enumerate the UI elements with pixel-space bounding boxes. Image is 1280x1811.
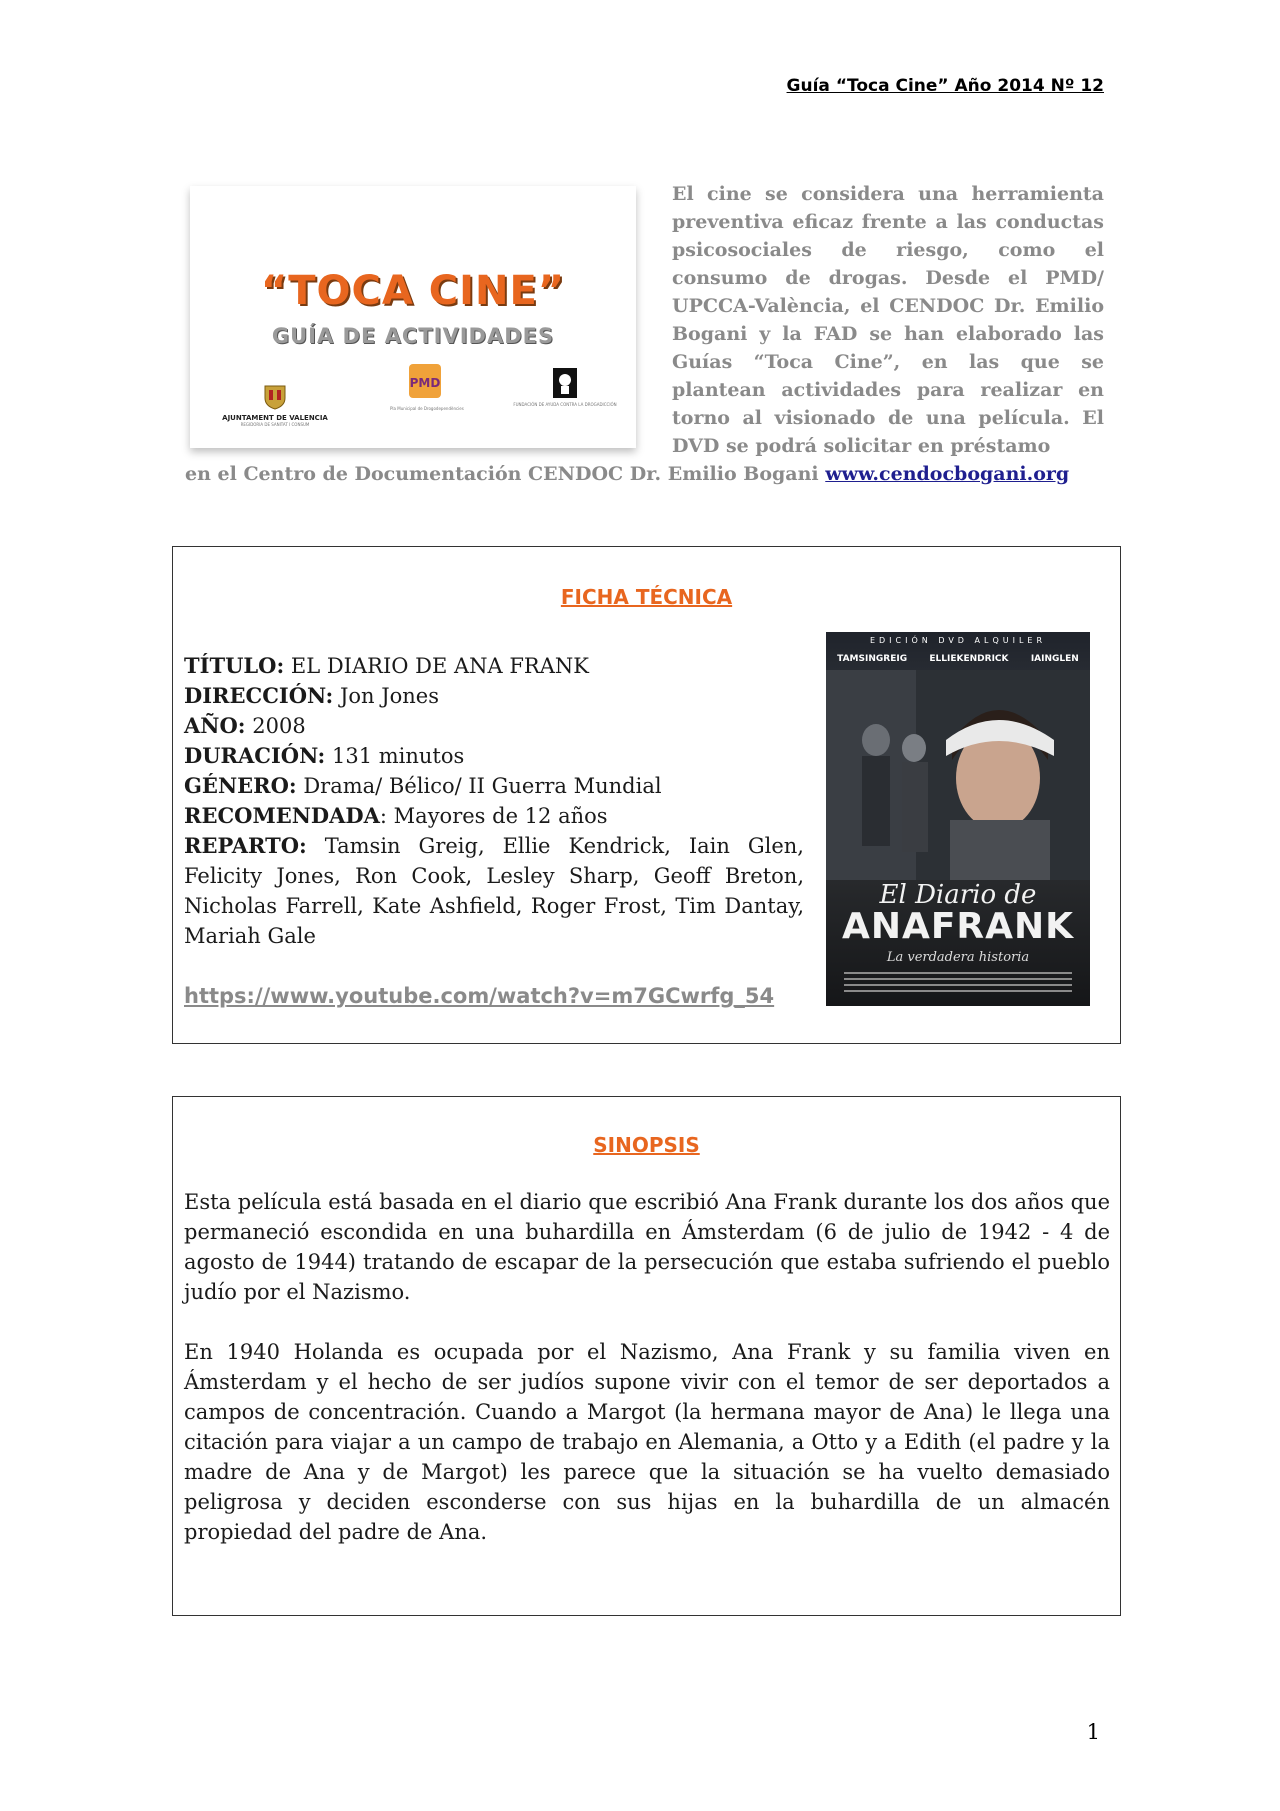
svg-text:PMD: PMD — [409, 376, 441, 390]
fad-logo — [510, 368, 620, 407]
ficha-row-duracion — [184, 741, 804, 771]
banner-subtitle: GUÍA DE ACTIVIDADES — [271, 324, 555, 348]
ficha-value: Jon Jones — [339, 684, 439, 708]
intro-paragraph: El cine se considera una herramienta preventiva eficaz frente a las conductas psicosociales de riesgo, como el consumo de drogas. Desde el PMD/ UPCCA-València, el CENDOC Dr. Emilio Bogani y la FAD se han elaborado las Guías “Toca Cine”, en las que se plantean actividades para realizar en torno al visionado de una película. El DVD se podrá solicitar en préstamo — [672, 183, 1104, 457]
ficha-row-recomendada — [184, 801, 804, 831]
poster-cast-name: IAINGLEN — [1030, 654, 1079, 664]
ajuntament-name: AJUNTAMENT DE VALENCIA — [222, 414, 328, 422]
toca-cine-banner — [190, 186, 636, 448]
poster-cast — [826, 654, 1090, 664]
banner-title: “TOCA CINE” — [260, 268, 566, 314]
reparto-value: Tamsin Greig, Ellie Kendrick, Iain Glen, Felicity Jones, Ron Cook, Lesley Sharp, Geoff Breton, Nicholas Farrell, Kate Ashfield, Roger Frost, Tim Dantay, Mariah Gale — [184, 834, 804, 948]
ficha-value: 2008 — [252, 714, 306, 738]
ficha-label: DIRECCIÓN: — [184, 683, 334, 708]
sinopsis-heading: SINOPSIS — [593, 1133, 700, 1157]
ficha-heading: FICHA TÉCNICA — [560, 585, 733, 609]
intro-tail-text: en el Centro de Documentación CENDOC Dr. Emilio Bogani — [185, 463, 819, 485]
reparto-label: REPARTO: — [184, 833, 307, 858]
ficha-row-reparto — [184, 831, 804, 951]
ficha-row-direccion — [184, 681, 804, 711]
ficha-label: GÉNERO: — [184, 773, 297, 798]
ficha-label: AÑO: — [184, 713, 246, 738]
cendoc-link[interactable]: www.cendocbogani.org — [825, 463, 1070, 485]
poster-credits — [844, 972, 1072, 996]
intro-tail — [185, 460, 1105, 488]
poster-edition: EDICIÓN DVD ALQUILER — [869, 636, 1047, 645]
running-head: Guía “Toca Cine” Año 2014 Nº 12 — [786, 76, 1104, 96]
credit-line — [844, 984, 1072, 986]
sinopsis-text — [184, 1187, 1110, 1547]
ficha-list — [184, 651, 804, 951]
ajuntament-sub: REGIDORIA DE SANITAT I CONSUM — [240, 422, 310, 427]
pmd-logo — [390, 362, 464, 411]
ficha-value: Drama/ Bélico/ II Guerra Mundial — [303, 774, 662, 798]
movie-poster — [826, 632, 1090, 1006]
fad-mark-icon — [553, 368, 577, 398]
credit-line — [844, 972, 1072, 974]
sinopsis-paragraph: En 1940 Holanda es ocupada por el Nazismo, Ana Frank y su familia viven en Ámsterdam y el hecho de ser judíos supone vivir con el temor de ser deportados a campos de concentración. Cuando a Margot (la hermana mayor de Ana) le llega una citación para viajar a un campo de trabajo en Alemania, a Otto y a Edith (el padre y la madre de Ana y de Margot) les parece que la situación se ha vuelto demasiado peligrosa y deciden esconderse con sus hijas en la buhardilla de un almacén propiedad del padre de Ana. — [184, 1340, 1110, 1544]
ficha-label: DURACIÓN: — [184, 743, 326, 768]
credit-line — [844, 990, 1072, 992]
page-number: 1 — [1086, 1720, 1100, 1744]
ajuntament-logo — [210, 384, 340, 427]
poster-script-title: El Diario de — [879, 880, 1037, 910]
ficha-value: EL DIARIO DE ANA FRANK — [290, 654, 589, 678]
poster-tagline: La verdadera historia — [886, 950, 1030, 965]
ficha-value: : Mayores de 12 años — [379, 804, 608, 828]
ficha-value: 131 minutos — [332, 744, 465, 768]
ficha-row-titulo — [184, 651, 804, 681]
ficha-row-genero — [184, 771, 804, 801]
ficha-label: RECOMENDADA — [184, 803, 380, 828]
pmd-mark-icon — [407, 362, 443, 402]
credit-line — [844, 978, 1072, 980]
pmd-sub: Pla Municipal de Drogodependències — [390, 406, 464, 411]
ficha-label: TÍTULO: — [184, 653, 285, 678]
poster-cast-name: TAMSINGREIG — [837, 654, 908, 664]
youtube-link[interactable]: https://www.youtube.com/watch?v=m7GCwrfg_54 — [184, 984, 775, 1008]
ficha-row-anio — [184, 711, 804, 741]
poster-cast-name: ELLIEKENDRICK — [929, 654, 1009, 664]
poster-artwork — [826, 670, 1090, 880]
fad-name: FUNDACIÓN DE AYUDA CONTRA LA DROGADICCIÓN — [513, 402, 617, 407]
poster-name-title: ANAFRANK — [841, 906, 1075, 947]
city-crest-icon — [263, 384, 287, 410]
sinopsis-paragraph: Esta película está basada en el diario que escribió Ana Frank durante los dos años que permaneció escondida en una buhardilla en Ámsterdam (6 de julio de 1942 - 4 de agosto de 1944) tratando de escapar de la persecución que estaba sufriendo el pueblo judío por el Nazismo. — [184, 1190, 1110, 1304]
